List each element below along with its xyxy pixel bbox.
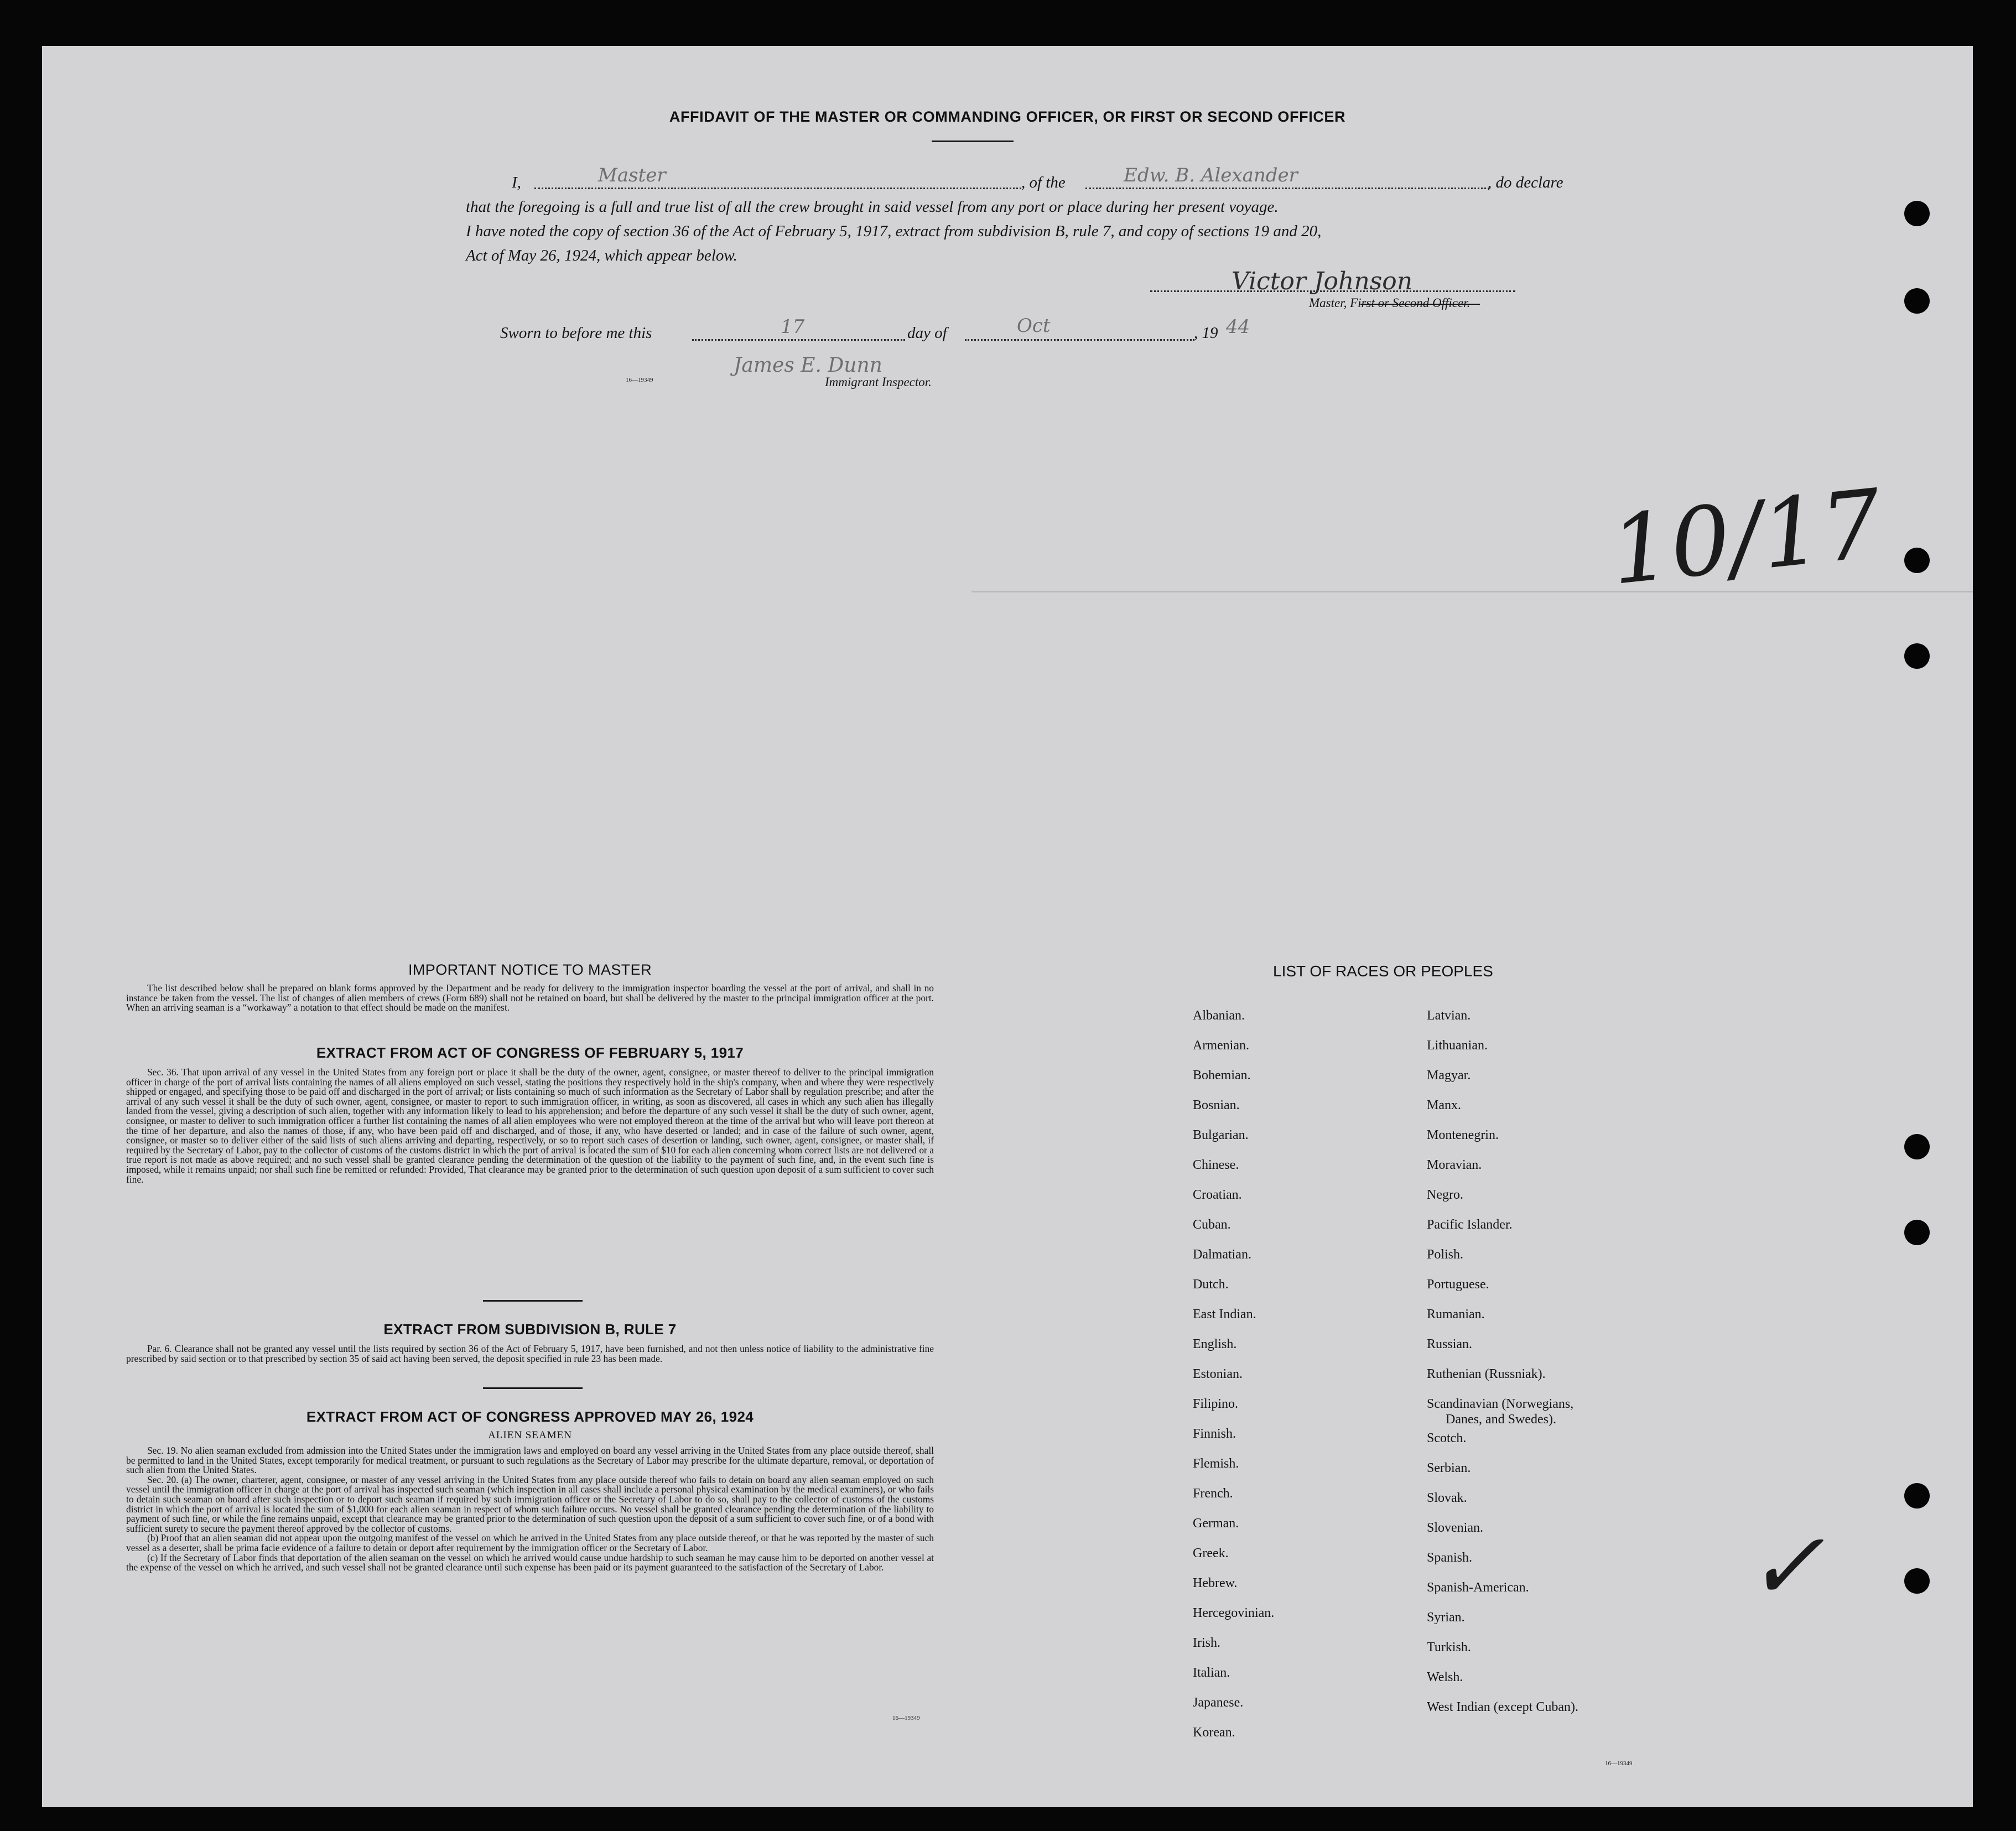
race-item: Scotch. [1427, 1431, 1467, 1445]
punch-hole [1904, 1134, 1930, 1159]
punch-hole [1904, 643, 1930, 669]
sworn-month-blank [965, 339, 1194, 341]
notice-title: IMPORTANT NOTICE TO MASTER [408, 961, 652, 978]
race-item: Serbian. [1427, 1461, 1471, 1475]
punch-hole [1904, 201, 1930, 226]
race-item: Spanish-American. [1427, 1580, 1529, 1595]
race-item: Armenian. [1193, 1038, 1249, 1053]
race-item: Russian. [1427, 1337, 1473, 1351]
handwritten-inspector: James E. Dunn [734, 354, 882, 377]
race-item: Welsh. [1427, 1670, 1463, 1684]
affidavit-line3: I have noted the copy of section 36 of the Act of February 5, 1917, extract from subdivision B, rule 7, and copy of sections 19 and 20, [466, 222, 1322, 240]
strike-first-or-second [1360, 304, 1480, 305]
day-of-label: day of [907, 324, 947, 342]
handwritten-year: 44 [1226, 316, 1250, 338]
race-item: Estonian. [1193, 1367, 1243, 1381]
race-item: East Indian. [1193, 1307, 1256, 1322]
handwritten-check-mark: ✓ [1746, 1512, 1825, 1621]
race-item: Syrian. [1427, 1610, 1465, 1625]
divider-1 [483, 1300, 583, 1302]
inspector-caption: Immigrant Inspector. [825, 375, 932, 389]
divider-2 [483, 1387, 583, 1389]
notice-body: The list described below shall be prepared on blank forms approved by the Department and be ready for delivery to the immigration inspector boarding the vessel at the port of arrival, and shall in no instance be taken from the vessel. The list of changes of alien members of crews (Form 689) shall not be retained on board, but shall be delivered by the master to the principal immigration officer at the port. When an arriving seaman is a “workaway” a notation to that effect should be made on the manifest. [126, 982, 934, 1013]
punch-hole [1904, 1483, 1930, 1509]
form-number-left: 16—19349 [892, 1715, 920, 1721]
punch-hole [1904, 1568, 1930, 1594]
affidavit-line2: that the foregoing is a full and true list of all the crew brought in said vessel from any port or place during her present voyage. [466, 198, 1279, 216]
subdivision-title: EXTRACT FROM SUBDIVISION B, RULE 7 [383, 1321, 677, 1338]
race-item: Lithuanian. [1427, 1038, 1488, 1053]
race-item: Japanese. [1193, 1695, 1244, 1710]
race-item: Manx. [1427, 1098, 1461, 1112]
document-sheet [42, 46, 1973, 1807]
handwritten-month: Oct [1017, 315, 1051, 337]
race-item: German. [1193, 1516, 1239, 1531]
race-item: Slovenian. [1427, 1521, 1483, 1535]
race-item: Turkish. [1427, 1640, 1471, 1655]
handwritten-signature: Victor Johnson [1232, 267, 1413, 295]
race-item: French. [1193, 1486, 1233, 1501]
race-item: Croatian. [1193, 1188, 1242, 1202]
affidavit-do-declare: , do declare [1488, 174, 1563, 191]
affidavit-line4: Act of May 26, 1924, which appear below. [466, 247, 737, 264]
fold-crease [971, 591, 1973, 592]
race-item: Slovak. [1427, 1491, 1467, 1505]
punch-hole [1904, 548, 1930, 573]
race-item: Hebrew. [1193, 1576, 1238, 1590]
race-item: Bulgarian. [1193, 1128, 1249, 1142]
race-item: Bosnian. [1193, 1098, 1240, 1112]
handwritten-day: 17 [781, 316, 805, 338]
race-item: Greek. [1193, 1546, 1229, 1560]
subdivision-body: Par. 6. Clearance shall not be granted any vessel until the lists required by section 36 of the Act of February 5, 1917, have been furnished, and not then unless notice of liability to the administrative fine prescribed by said section or to that prescribed by section 35 of said act having been served, the deposit specified in rule 23 has been made. [126, 1343, 934, 1364]
race-item: Cuban. [1193, 1218, 1231, 1232]
handwritten-vessel: Edw. B. Alexander [1124, 164, 1298, 186]
sec-20a: Sec. 20. (a) The owner, charterer, agent, consignee, or master of any vessel arriving in the United States from any place outside thereof who fails to detain on board any alien seaman employed on such vessel until the immigration officer in charge at the port of arrival has inspected such seaman (which inspection in all cases shall include a personal physical examination by the medical examiners), or who fails to detain such seaman on board after such inspection or to deport such seaman if required by such immigration officer or the Secretary of Labor to do so, shall pay to the collector of customs of the customs district in which the port of arrival is located the sum of $1,000 for each alien seaman in respect of whom such failure occurs. No vessel shall be granted clearance pending the determination of the liability to payment of such fine, or while the fine remains unpaid, except that clearance may be granted prior to the determination of such question upon the deposit of a sum sufficient to cover such fine, or of a bond with sufficient surety to secure the payment thereof approved by the collector of customs. [126, 1474, 934, 1534]
sec-20b: (b) Proof that an alien seaman did not appear upon the outgoing manifest of the vessel on which he arrived in the United States from any place outside thereof, or that he was reported by the master of such vessel as a deserter, shall be prima facie evidence of a failure to detain or deport after requirement by the immigration officer or the Secretary of Labor. [126, 1532, 934, 1553]
punch-hole [1904, 1220, 1930, 1245]
race-item: Finnish. [1193, 1427, 1236, 1441]
race-item: Irish. [1193, 1636, 1220, 1650]
handwritten-date-mark: 10/17 [1605, 469, 1887, 607]
punch-hole [1904, 288, 1930, 314]
race-item: Italian. [1193, 1666, 1230, 1680]
race-item: Hercegovinian. [1193, 1606, 1275, 1620]
title-underline [932, 141, 1014, 142]
race-item: Albanian. [1193, 1008, 1245, 1023]
sworn-label: Sworn to before me this [500, 324, 652, 342]
race-item: Montenegrin. [1427, 1128, 1499, 1142]
race-item: Pacific Islander. [1427, 1218, 1513, 1232]
race-item: Rumanian. [1427, 1307, 1485, 1322]
race-item: English. [1193, 1337, 1237, 1351]
year-prefix: , 19 [1194, 324, 1218, 342]
race-item: Polish. [1427, 1247, 1464, 1262]
race-item: Ruthenian (Russniak). [1427, 1367, 1546, 1381]
sworn-day-blank [692, 339, 905, 341]
affidavit-title: AFFIDAVIT OF THE MASTER OR COMMANDING OFFICER, OR FIRST OR SECOND OFFICER [669, 108, 1346, 125]
race-item: Chinese. [1193, 1158, 1239, 1172]
race-item: Bohemian. [1193, 1068, 1251, 1083]
race-item: Dalmatian. [1193, 1247, 1251, 1262]
extract-1924-title: EXTRACT FROM ACT OF CONGRESS APPROVED MAY 26, 1924 [306, 1408, 754, 1425]
race-item: Negro. [1427, 1188, 1463, 1202]
form-number-right: 16—19349 [1605, 1760, 1633, 1767]
race-item: Spanish. [1427, 1551, 1473, 1565]
affidavit-of-the: , of the [1021, 174, 1066, 191]
races-title: LIST OF RACES OR PEOPLES [1273, 963, 1493, 980]
extract-1917-body: Sec. 36. That upon arrival of any vessel in the United States from any foreign port or place it shall be the duty of the owner, agent, consignee, or master thereof to deliver to the principal immigration officer in charge of the port of arrival lists containing the names of all aliens employed on such vessel, stating the positions they respectively hold in the ship's company, when and where they were respectively shipped or engaged, and specifying those to be paid off and discharged in the port of arrival; or lists containing so much of such information as the Secretary of Labor shall by regulation prescribe; and after the arrival of any such vessel it shall be the duty of such owner, agent, consignee, or master to report to such immigration officer, in writing, as soon as discovered, all cases in which any such alien has illegally landed from the vessel, giving a description of such alien, together with any information likely to lead to his apprehension; and before the departure of any such vessel it shall be the duty of such owner, agent, consignee, or master to deliver to such immigration officer a further list containing the names of all alien employees who were not employed thereon at the time of the arrival but who will leave port thereon at the time of her departure, and also the names of those, if any, who have been paid off and discharged, and of those, if any, who have deserted or landed; and in case of the failure of such owner, agent, consignee, or master so to deliver either of the said lists of such aliens arriving and departing, respectively, or so to report such cases of desertion or landing, such owner, agent, consignee, or master shall, if required by the Secretary of Labor, pay to the collector of customs of the customs district in which the port of arrival is located the sum of $10 for each alien concerning whom correct lists are not delivered or a true report is not made as above required; and no such vessel shall be granted clearance pending the determination of the question of the liability to the payment of such fine, and, in the event such fine is imposed, while it remains unpaid; nor shall such fine be remitted or refunded: Provided, That clearance may be granted prior to the determination of such question upon deposit of a sum sufficient to cover such fine. [126, 1067, 934, 1185]
extract-1917-title: EXTRACT FROM ACT OF CONGRESS OF FEBRUARY 5, 1917 [316, 1044, 744, 1061]
form-number-top: 16—19349 [626, 377, 653, 383]
handwritten-name: Master [598, 164, 666, 186]
race-item: Korean. [1193, 1725, 1235, 1740]
race-item: Danes, and Swedes). [1446, 1412, 1556, 1427]
signer-caption: Master, First or Second Officer. [1309, 296, 1471, 310]
affidavit-line1-i: I, [512, 174, 521, 191]
race-item: Latvian. [1427, 1008, 1471, 1023]
extract-1924-body [126, 1446, 934, 1573]
race-item: West Indian (except Cuban). [1427, 1700, 1578, 1714]
name-blank [534, 188, 1021, 189]
sec-19: Sec. 19. No alien seaman excluded from admission into the United States under the immigration laws and employed on board any vessel arriving in the United States from any place outside thereof, shall be permitted to land in the United States, except temporarily for medical treatment, or pursuant to such regulations as the Secretary of Labor may prescribe for the ultimate departure, removal, or deportation of such alien from the United States. [126, 1445, 934, 1476]
race-item: Dutch. [1193, 1277, 1229, 1292]
race-item: Scandinavian (Norwegians, [1427, 1397, 1574, 1411]
race-item: Flemish. [1193, 1457, 1239, 1471]
race-item: Portuguese. [1427, 1277, 1489, 1292]
vessel-blank [1085, 188, 1489, 189]
race-item: Magyar. [1427, 1068, 1471, 1083]
extract-1924-subtitle: ALIEN SEAMEN [488, 1429, 572, 1441]
sec-20c: (c) If the Secretary of Labor finds that deportation of the alien seaman on the vessel on which he arrived would cause undue hardship to such seaman he may cause him to be deported on another vessel at the expense of the vessel on which he arrived, and such vessel shall not be granted clearance until such expense has been paid or its payment guaranteed to the satisfaction of the Secretary of Labor. [126, 1552, 934, 1573]
race-item: Moravian. [1427, 1158, 1482, 1172]
race-item: Filipino. [1193, 1397, 1239, 1411]
